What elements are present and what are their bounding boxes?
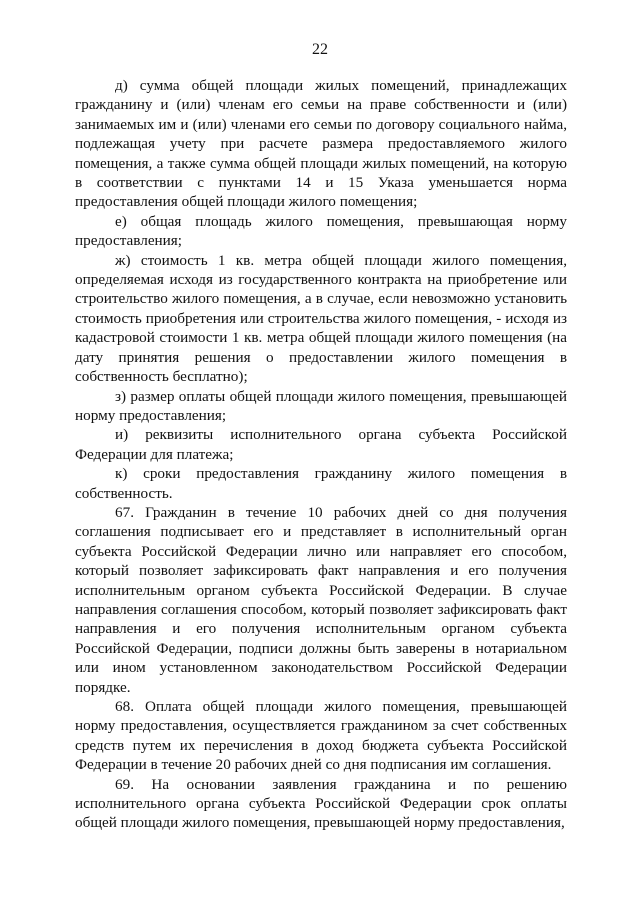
paragraph-67: 67. Гражданин в течение 10 рабочих дней со дня получения соглашения подписывает его и представляет в исполнительный орган субъекта Российской Федерации лично или направляет его способом, который позволяет зафиксировать факт направления и его получения исполнительным органом субъекта Российской Федерации. В случае направления соглашения способом, который позволяет зафиксировать факт направления и его получения исполнительным органом субъекта Российской Федерации, подписи должны быть заверены в нотариальном или ином установленном законодательством Российской Федерации порядке. bbox=[75, 503, 567, 696]
page-number: 22 bbox=[312, 41, 328, 58]
paragraph-zh: ж) стоимость 1 кв. метра общей площади жилого помещения, определяемая исходя из государственного контракта на приобретение или строительство жилого помещения, а в случае, если невозможно установить стоимость приобретения или строительства жилого помещения, - исходя из кадастровой стоимости 1 кв. метра общей площади жилого помещения (на дату принятия решения о предоставлении жилого помещения в собственность бесплатно); bbox=[75, 251, 567, 386]
paragraph-k: к) сроки предоставления гражданину жилого помещения в собственность. bbox=[75, 465, 567, 502]
paragraph-i: и) реквизиты исполнительного органа субъекта Российской Федерации для платежа; bbox=[75, 426, 567, 463]
paragraph-69: 69. На основании заявления гражданина и по решению исполнительного органа субъекта Российской Федерации срок оплаты общей площади жилого помещения, превышающей норму предоставления, bbox=[75, 775, 567, 832]
paragraph-z: з) размер оплаты общей площади жилого помещения, превышающей норму предоставления; bbox=[75, 387, 567, 424]
paragraph-e: е) общая площадь жилого помещения, превышающая норму предоставления; bbox=[75, 212, 567, 250]
paragraph-68: 68. Оплата общей площади жилого помещения, превышающей норму предоставления, осуществляется гражданином за счет собственных средств путем их перечисления в доход бюджета субъекта Российской Федерации в течение 20 рабочих дней со дня подписания им соглашения. bbox=[75, 698, 567, 774]
paragraph-d: д) сумма общей площади жилых помещений, принадлежащих гражданину и (или) членам его семьи на праве собственности и (или) занимаемых им и (или) членами его семьи по договору социального найма, подлежащая учету при расчете размера предоставляемого жилого помещения, а также сумма общей площади жилых помещений, на которую в соответствии с пунктами 14 и 15 Указа уменьшается норма предоставления общей площади жилого помещения; bbox=[75, 77, 567, 211]
document-body bbox=[75, 76, 567, 833]
